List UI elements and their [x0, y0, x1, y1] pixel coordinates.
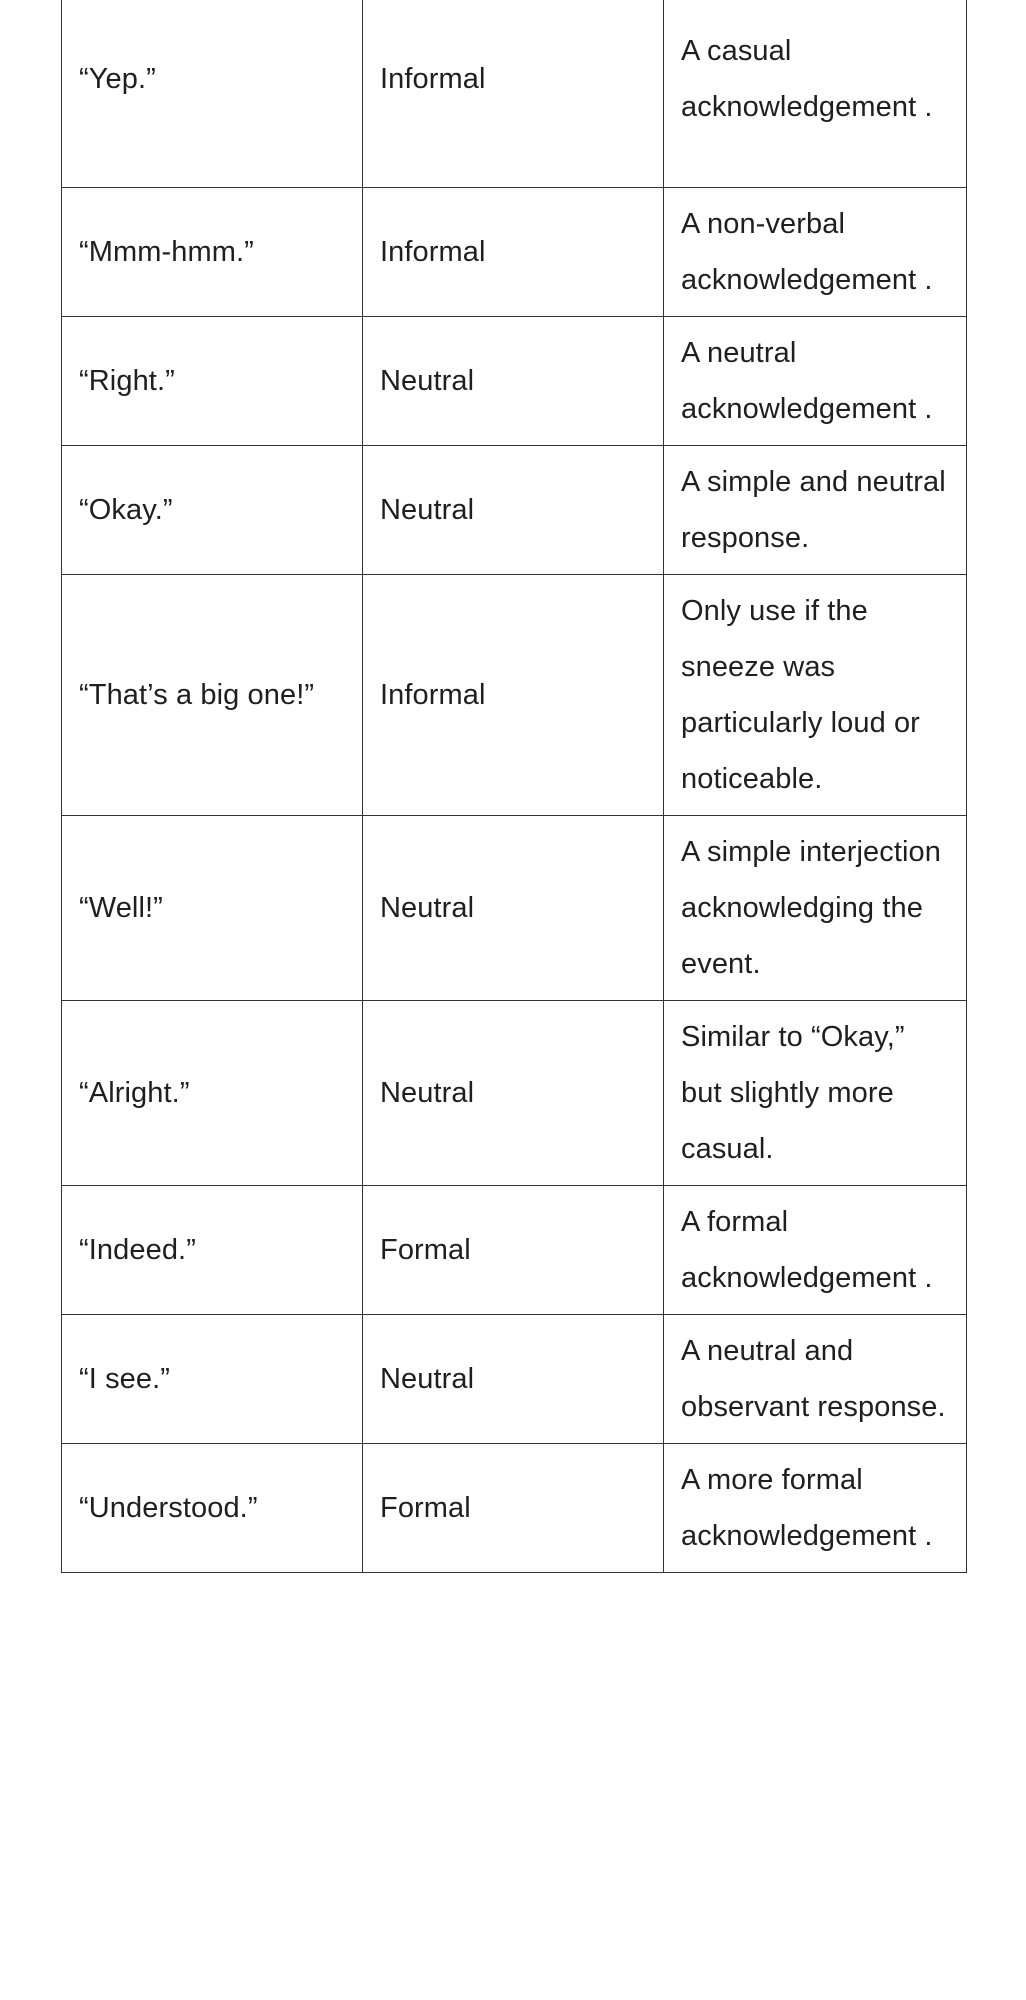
acknowledgement-table	[61, 0, 967, 1573]
table-row	[62, 816, 967, 1001]
table-row	[62, 1186, 967, 1315]
phrase-cell: “Well!”	[62, 816, 363, 1001]
formality-cell: Formal	[363, 1186, 664, 1315]
description-cell: A more formal acknowledgement .	[664, 1444, 967, 1573]
formality-cell: Neutral	[363, 1315, 664, 1444]
formality-cell: Informal	[363, 188, 664, 317]
table-row	[62, 188, 967, 317]
formality-cell: Neutral	[363, 317, 664, 446]
description-cell: A neutral and observant response.	[664, 1315, 967, 1444]
phrase-cell: “Understood.”	[62, 1444, 363, 1573]
formality-cell: Neutral	[363, 1001, 664, 1186]
formality-cell: Neutral	[363, 816, 664, 1001]
phrase-cell: “That’s a big one!”	[62, 575, 363, 816]
table-row	[62, 1444, 967, 1573]
formality-cell: Informal	[363, 575, 664, 816]
description-cell: A formal acknowledgement .	[664, 1186, 967, 1315]
description-cell: A neutral acknowledgement .	[664, 317, 967, 446]
formality-cell: Informal	[363, 0, 664, 188]
phrase-cell: “Mmm-hmm.”	[62, 188, 363, 317]
table-container	[61, 0, 966, 1573]
phrase-cell: “Alright.”	[62, 1001, 363, 1186]
phrase-cell: “Indeed.”	[62, 1186, 363, 1315]
table-row	[62, 317, 967, 446]
formality-cell: Formal	[363, 1444, 664, 1573]
description-cell: Only use if the sneeze was particularly loud or noticeable.	[664, 575, 967, 816]
table-row	[62, 1315, 967, 1444]
table-row	[62, 446, 967, 575]
description-cell: A casual acknowledgement .	[664, 0, 967, 188]
table-row	[62, 1001, 967, 1186]
description-cell: A non-verbal acknowledgement .	[664, 188, 967, 317]
phrase-cell: “Yep.”	[62, 0, 363, 188]
phrase-cell: “Right.”	[62, 317, 363, 446]
description-cell: A simple and neutral response.	[664, 446, 967, 575]
formality-cell: Neutral	[363, 446, 664, 575]
phrase-cell: “Okay.”	[62, 446, 363, 575]
description-cell: Similar to “Okay,” but slightly more casual.	[664, 1001, 967, 1186]
phrase-cell: “I see.”	[62, 1315, 363, 1444]
table-row	[62, 575, 967, 816]
description-cell: A simple interjection acknowledging the event.	[664, 816, 967, 1001]
table-row	[62, 0, 967, 188]
